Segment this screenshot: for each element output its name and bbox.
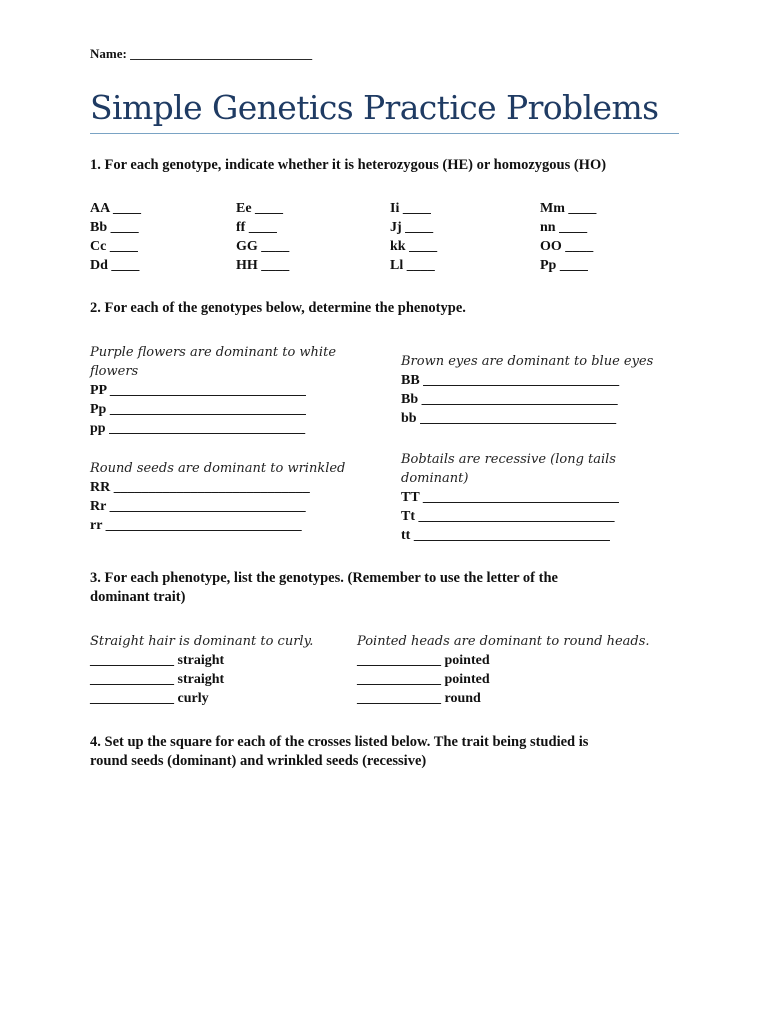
name-field-line: Name: ____________________________ bbox=[90, 46, 313, 61]
answer-line: RR ____________________________ bbox=[90, 480, 310, 495]
answer-line: ____________ straight bbox=[90, 653, 225, 668]
brown-eyes-block bbox=[401, 352, 653, 428]
genotype-item: AA ____ bbox=[90, 201, 141, 216]
genotype-item: GG ____ bbox=[236, 239, 290, 254]
answer-line: Rr ____________________________ bbox=[90, 499, 306, 514]
genotype-item: Pp ____ bbox=[540, 258, 588, 273]
trait-heading: flowers bbox=[90, 364, 139, 379]
genotype-item: OO ____ bbox=[540, 239, 594, 254]
answer-line: ____________ straight bbox=[90, 672, 225, 687]
pointed-heads-block bbox=[357, 632, 650, 708]
genotype-item: Cc ____ bbox=[90, 239, 138, 254]
answer-line: ____________ pointed bbox=[357, 653, 490, 668]
answer-line: ____________ pointed bbox=[357, 672, 490, 687]
answer-line: tt ____________________________ bbox=[401, 528, 610, 543]
answer-line: BB ____________________________ bbox=[401, 373, 620, 388]
genotype-item: ff ____ bbox=[236, 220, 277, 235]
question-4-prompt bbox=[90, 733, 588, 771]
genotype-item: Bb ____ bbox=[90, 220, 139, 235]
answer-line: Bb ____________________________ bbox=[401, 392, 618, 407]
prompt-line: 4. Set up the square for each of the crosses listed below. The trait being studied is bbox=[90, 734, 589, 750]
genotype-item: Ll ____ bbox=[390, 258, 435, 273]
answer-line: PP ____________________________ bbox=[90, 383, 306, 398]
bobtails-block bbox=[401, 450, 619, 545]
prompt-line: round seeds (dominant) and wrinkled seeds (recessive) bbox=[90, 753, 427, 769]
trait-heading: Straight hair is dominant to curly. bbox=[90, 634, 314, 649]
genotype-item: Ii ____ bbox=[390, 201, 431, 216]
prompt-line: dominant trait) bbox=[90, 589, 186, 605]
trait-heading: Pointed heads are dominant to round heads. bbox=[357, 634, 650, 649]
q1-column-2 bbox=[236, 199, 289, 275]
genotype-item: kk ____ bbox=[390, 239, 438, 254]
genotype-item: Jj ____ bbox=[390, 220, 434, 235]
question-1-prompt: 1. For each genotype, indicate whether it is heterozygous (HE) or homozygous (HO) bbox=[90, 157, 607, 173]
question-2-prompt: 2. For each of the genotypes below, determine the phenotype. bbox=[90, 300, 466, 316]
genotype-item: Ee ____ bbox=[236, 201, 284, 216]
q1-column-3 bbox=[390, 199, 437, 275]
genotype-item: nn ____ bbox=[540, 220, 588, 235]
answer-line: Pp ____________________________ bbox=[90, 402, 306, 417]
genotype-item: HH ____ bbox=[236, 258, 290, 273]
prompt-line: 3. For each phenotype, list the genotypes. (Remember to use the letter of the bbox=[90, 570, 558, 586]
answer-line: ____________ curly bbox=[90, 691, 209, 706]
trait-heading: Purple flowers are dominant to white bbox=[90, 345, 337, 360]
answer-line: ____________ round bbox=[357, 691, 481, 706]
answer-line: Tt ____________________________ bbox=[401, 509, 615, 524]
trait-heading: Round seeds are dominant to wrinkled bbox=[90, 461, 346, 476]
answer-line: pp ____________________________ bbox=[90, 421, 306, 436]
genotype-item: Mm ____ bbox=[540, 201, 597, 216]
straight-hair-block bbox=[90, 632, 313, 708]
purple-flowers-block bbox=[90, 343, 336, 438]
question-3-prompt bbox=[90, 569, 558, 607]
title-divider bbox=[90, 133, 679, 134]
trait-heading: Bobtails are recessive (long tails bbox=[401, 452, 616, 467]
answer-line: rr ____________________________ bbox=[90, 518, 302, 533]
trait-heading: Brown eyes are dominant to blue eyes bbox=[401, 354, 654, 369]
q1-column-4 bbox=[540, 199, 596, 275]
answer-line: bb ____________________________ bbox=[401, 411, 617, 426]
q1-column-1 bbox=[90, 199, 141, 275]
trait-heading: dominant) bbox=[401, 471, 469, 486]
genotype-item: Dd ____ bbox=[90, 258, 140, 273]
answer-line: TT ____________________________ bbox=[401, 490, 619, 505]
page-title: Simple Genetics Practice Problems bbox=[90, 88, 659, 127]
round-seeds-block bbox=[90, 459, 345, 535]
